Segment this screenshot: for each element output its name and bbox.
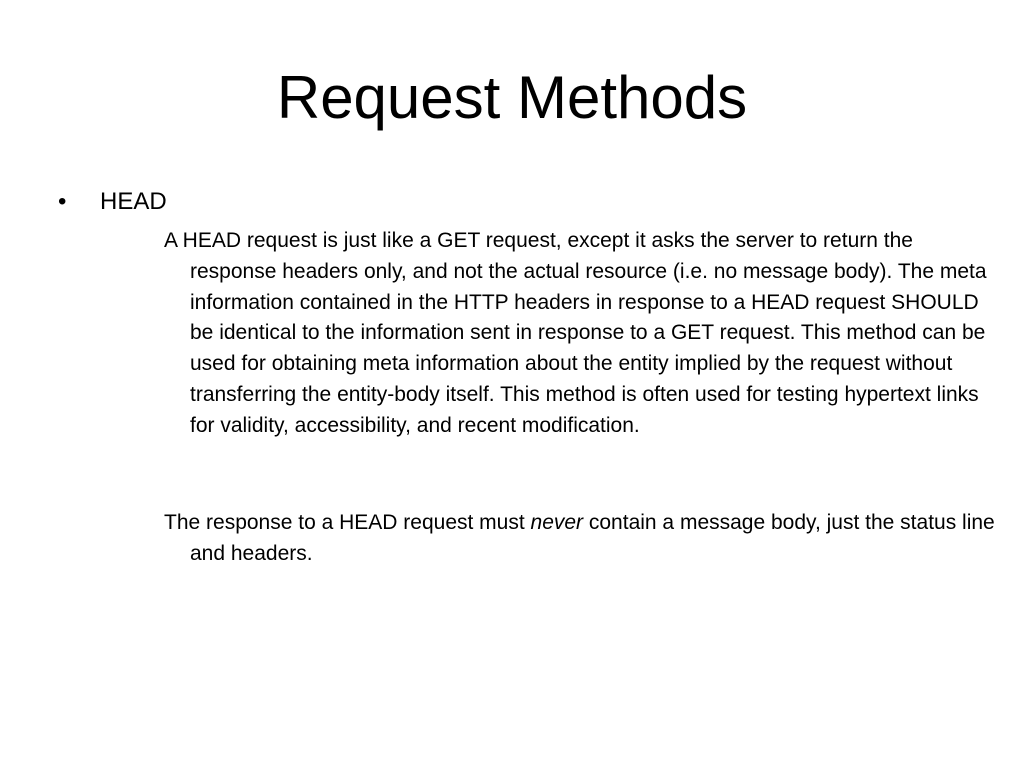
bullet-label: HEAD <box>100 188 167 215</box>
paragraph-text-after: contain a message body, just the status line and headers. <box>190 511 995 565</box>
emphasis-text: never <box>530 511 584 534</box>
slide-title: Request Methods <box>276 64 748 131</box>
paragraph-text-before: The response to a HEAD request must <box>164 511 531 534</box>
bullet-icon: • <box>58 188 67 215</box>
head-response-paragraph <box>164 508 1000 570</box>
bullet-item-head <box>58 186 167 218</box>
head-description-paragraph: A HEAD request is just like a GET request, except it asks the server to return the response headers only, and not the actual resource (i.e. no message body). The meta information contained in the HTTP headers in response to a HEAD request SHOULD be identical to the information sent in response to a GET request. This method can be used for obtaining meta information about the entity implied by the request without transferring the entity-body itself. This method is often used for testing hypertext links for validity, accessibility, and recent modification. <box>164 229 987 437</box>
